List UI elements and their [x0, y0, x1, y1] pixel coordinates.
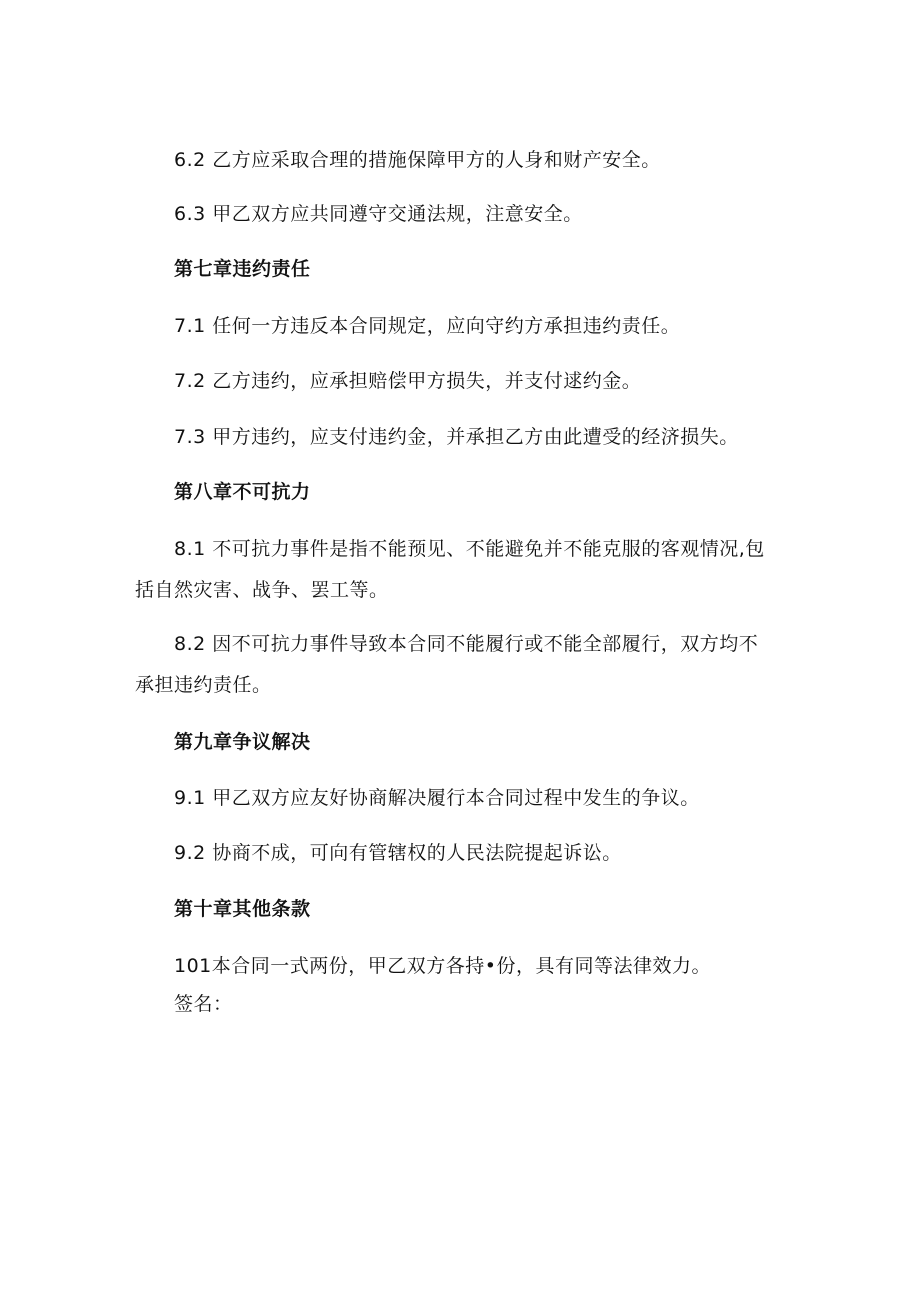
clause-7-3: 7.3 甲方违约，应支付违约金，并承担乙方由此遭受的经济损失。 [174, 426, 739, 448]
chapter-9-heading: 第九章争议解决 [174, 732, 311, 753]
chapter-10-heading: 第十章其他条款 [174, 899, 311, 920]
clause-9-1: 9.1 甲乙双方应友好协商解决履行本合同过程中发生的争议。 [174, 787, 700, 809]
clause-8-1: 8.1 不可抗力事件是指不能预见、不能避免并不能克服的客观情况,包 [174, 538, 765, 560]
clause-6-2: 6.2 乙方应采取合理的措施保障甲方的人身和财产安全。 [174, 149, 661, 171]
chapter-8-heading: 第八章不可抗力 [174, 482, 311, 503]
clause-9-2: 9.2 协商不成，可向有管辖权的人民法院提起诉讼。 [174, 842, 622, 864]
clause-8-2: 8.2 因不可抗力事件导致本合同不能履行或不能全部履行，双方均不 [174, 633, 759, 655]
clause-10-1: 101本合同一式两份，甲乙双方各持•份，具有同等法律效力。 [174, 955, 711, 977]
chapter-7-heading: 第七章违约责任 [174, 259, 311, 280]
clause-8-2-continued: 承担违约责任。 [135, 674, 272, 696]
clause-7-2: 7.2 乙方违约，应承担赔偿甲方损失，并支付逑约金。 [174, 370, 642, 392]
clause-7-1: 7.1 任何一方违反本合同规定，应向守约方承担违约责任。 [174, 315, 681, 337]
clause-6-3: 6.3 甲乙双方应共同遵守交通法规，注意安全。 [174, 203, 583, 225]
clause-8-1-continued: 括自然灾害、战争、罢工等。 [135, 579, 389, 601]
signature-label: 签名： [174, 993, 233, 1015]
